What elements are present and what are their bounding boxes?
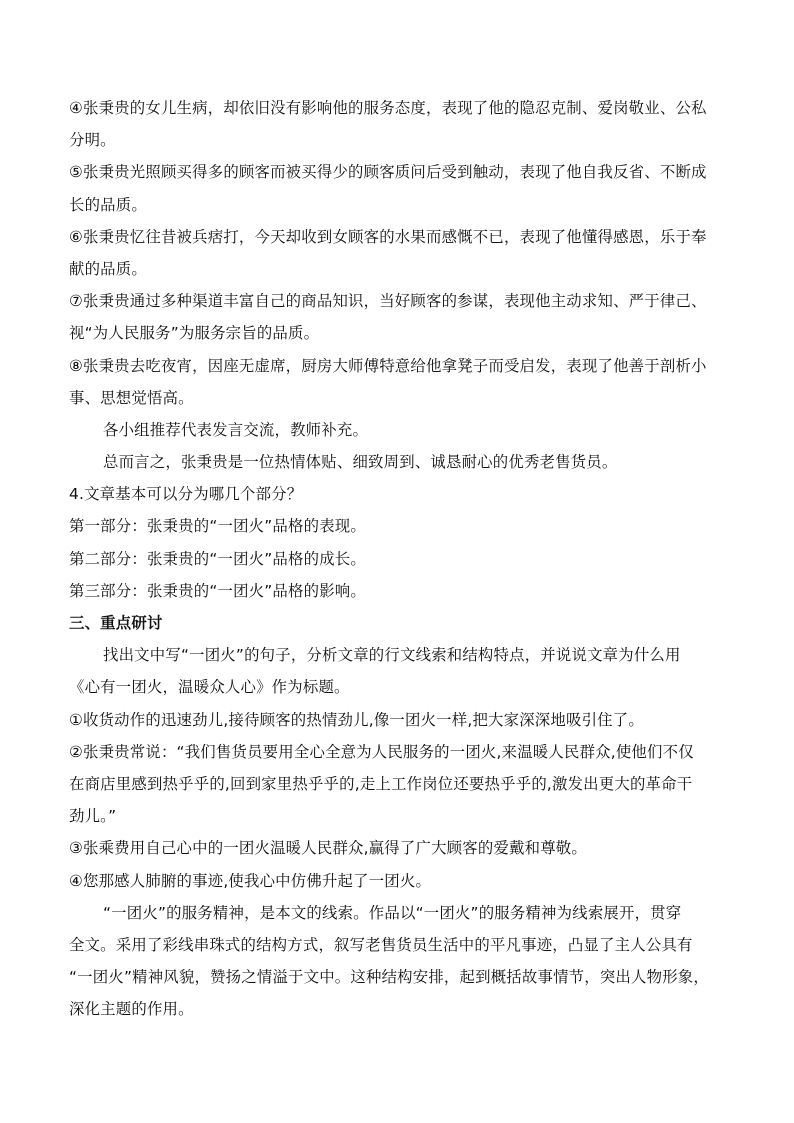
text-line: 第一部分：张秉贵的“一团火”品格的表现。 (69, 517, 366, 536)
text-line: 《心有一团火，温暖众人心》作为标题。 (69, 678, 350, 697)
text-line: 各小组推荐代表发言交流，教师补充。 (103, 420, 369, 439)
question-heading: 4.文章基本可以分为哪几个部分？ (69, 485, 303, 504)
text-line: 总而言之，张秉贵是一位热情体贴、细致周到、诚恳耐心的优秀老售货员。 (103, 453, 618, 472)
text-line: ①收货动作的迅速劲儿,接待顾客的热情劲儿,像一团火一样,把大家深深地吸引住了。 (69, 710, 644, 729)
text-line: “一团火”精神风貌，赞扬之情溢于文中。这种结构安排，起到概括故事情节，突出人物形象， (69, 968, 709, 987)
text-line: “一团火”的服务精神，是本文的线索。作品以“一团火”的服务精神为线索展开，贯穿 (103, 903, 682, 922)
document-body (69, 92, 729, 1025)
text-line: 劲儿。” (69, 807, 117, 826)
text-line: ④张秉贵的女儿生病，却依旧没有影响他的服务态度，表现了他的隐忍克制、爱岗敬业、公私 (69, 99, 707, 117)
text-line: ④您那感人肺腑的事迹,使我心中仿佛升起了一团火。 (69, 871, 432, 890)
text-line: ③张乘费用自己心中的一团火温暖人民群众,赢得了广大顾客的爱戴和尊敬。 (69, 839, 587, 858)
text-line: 全文。采用了彩线串珠式的结构方式，叙写老售货员生活中的平凡事迹，凸显了主人公具有 (69, 935, 693, 954)
text-line: 第三部分：张秉贵的“一团火”品格的影响。 (69, 581, 366, 600)
text-line: 找出文中写“一团火”的句子，分析文章的行文线索和结构特点，并说说文章为什么用 (103, 646, 681, 665)
text-line: 分明。 (69, 131, 116, 150)
text-line: 事、思想觉悟高。 (69, 388, 194, 407)
text-line: ②张秉贵常说：“我们售货员要用全心全意为人民服务的一团火,来温暖人民群众,使他们不仅 (69, 742, 694, 761)
section-heading: 三、重点研讨 (69, 614, 163, 632)
text-line: ⑧张秉贵去吃夜宵，因座无虚席，厨房大师傅特意给他拿凳子而受启发，表现了他善于剖析小 (69, 356, 707, 375)
text-line: 长的品质。 (69, 195, 147, 214)
text-line: 第二部分：张秉贵的“一团火”品格的成长。 (69, 549, 366, 568)
text-line: 献的品质。 (69, 259, 147, 278)
text-line: 在商店里感到热乎乎的,回到家里热乎乎的,走上工作岗位还要热乎乎的,激发出更大的革命干 (69, 774, 693, 793)
text-line: ⑤张秉贵光照顾买得多的顾客而被买得少的顾客质问后受到触动，表现了他自我反省、不断成 (69, 163, 707, 182)
text-line: ⑥张秉贵忆往昔被兵痞打，今天却收到女顾客的水果而感慨不已，表现了他懂得感恩，乐于奉 (69, 227, 707, 246)
text-line: ⑦张秉贵通过多种渠道丰富自己的商品知识，当好顾客的参谋，表现他主动求知、严于律己、 (69, 292, 707, 311)
text-line: 视“为人民服务”为服务宗旨的品质。 (69, 324, 320, 343)
text-line: 深化主题的作用。 (69, 1000, 194, 1019)
